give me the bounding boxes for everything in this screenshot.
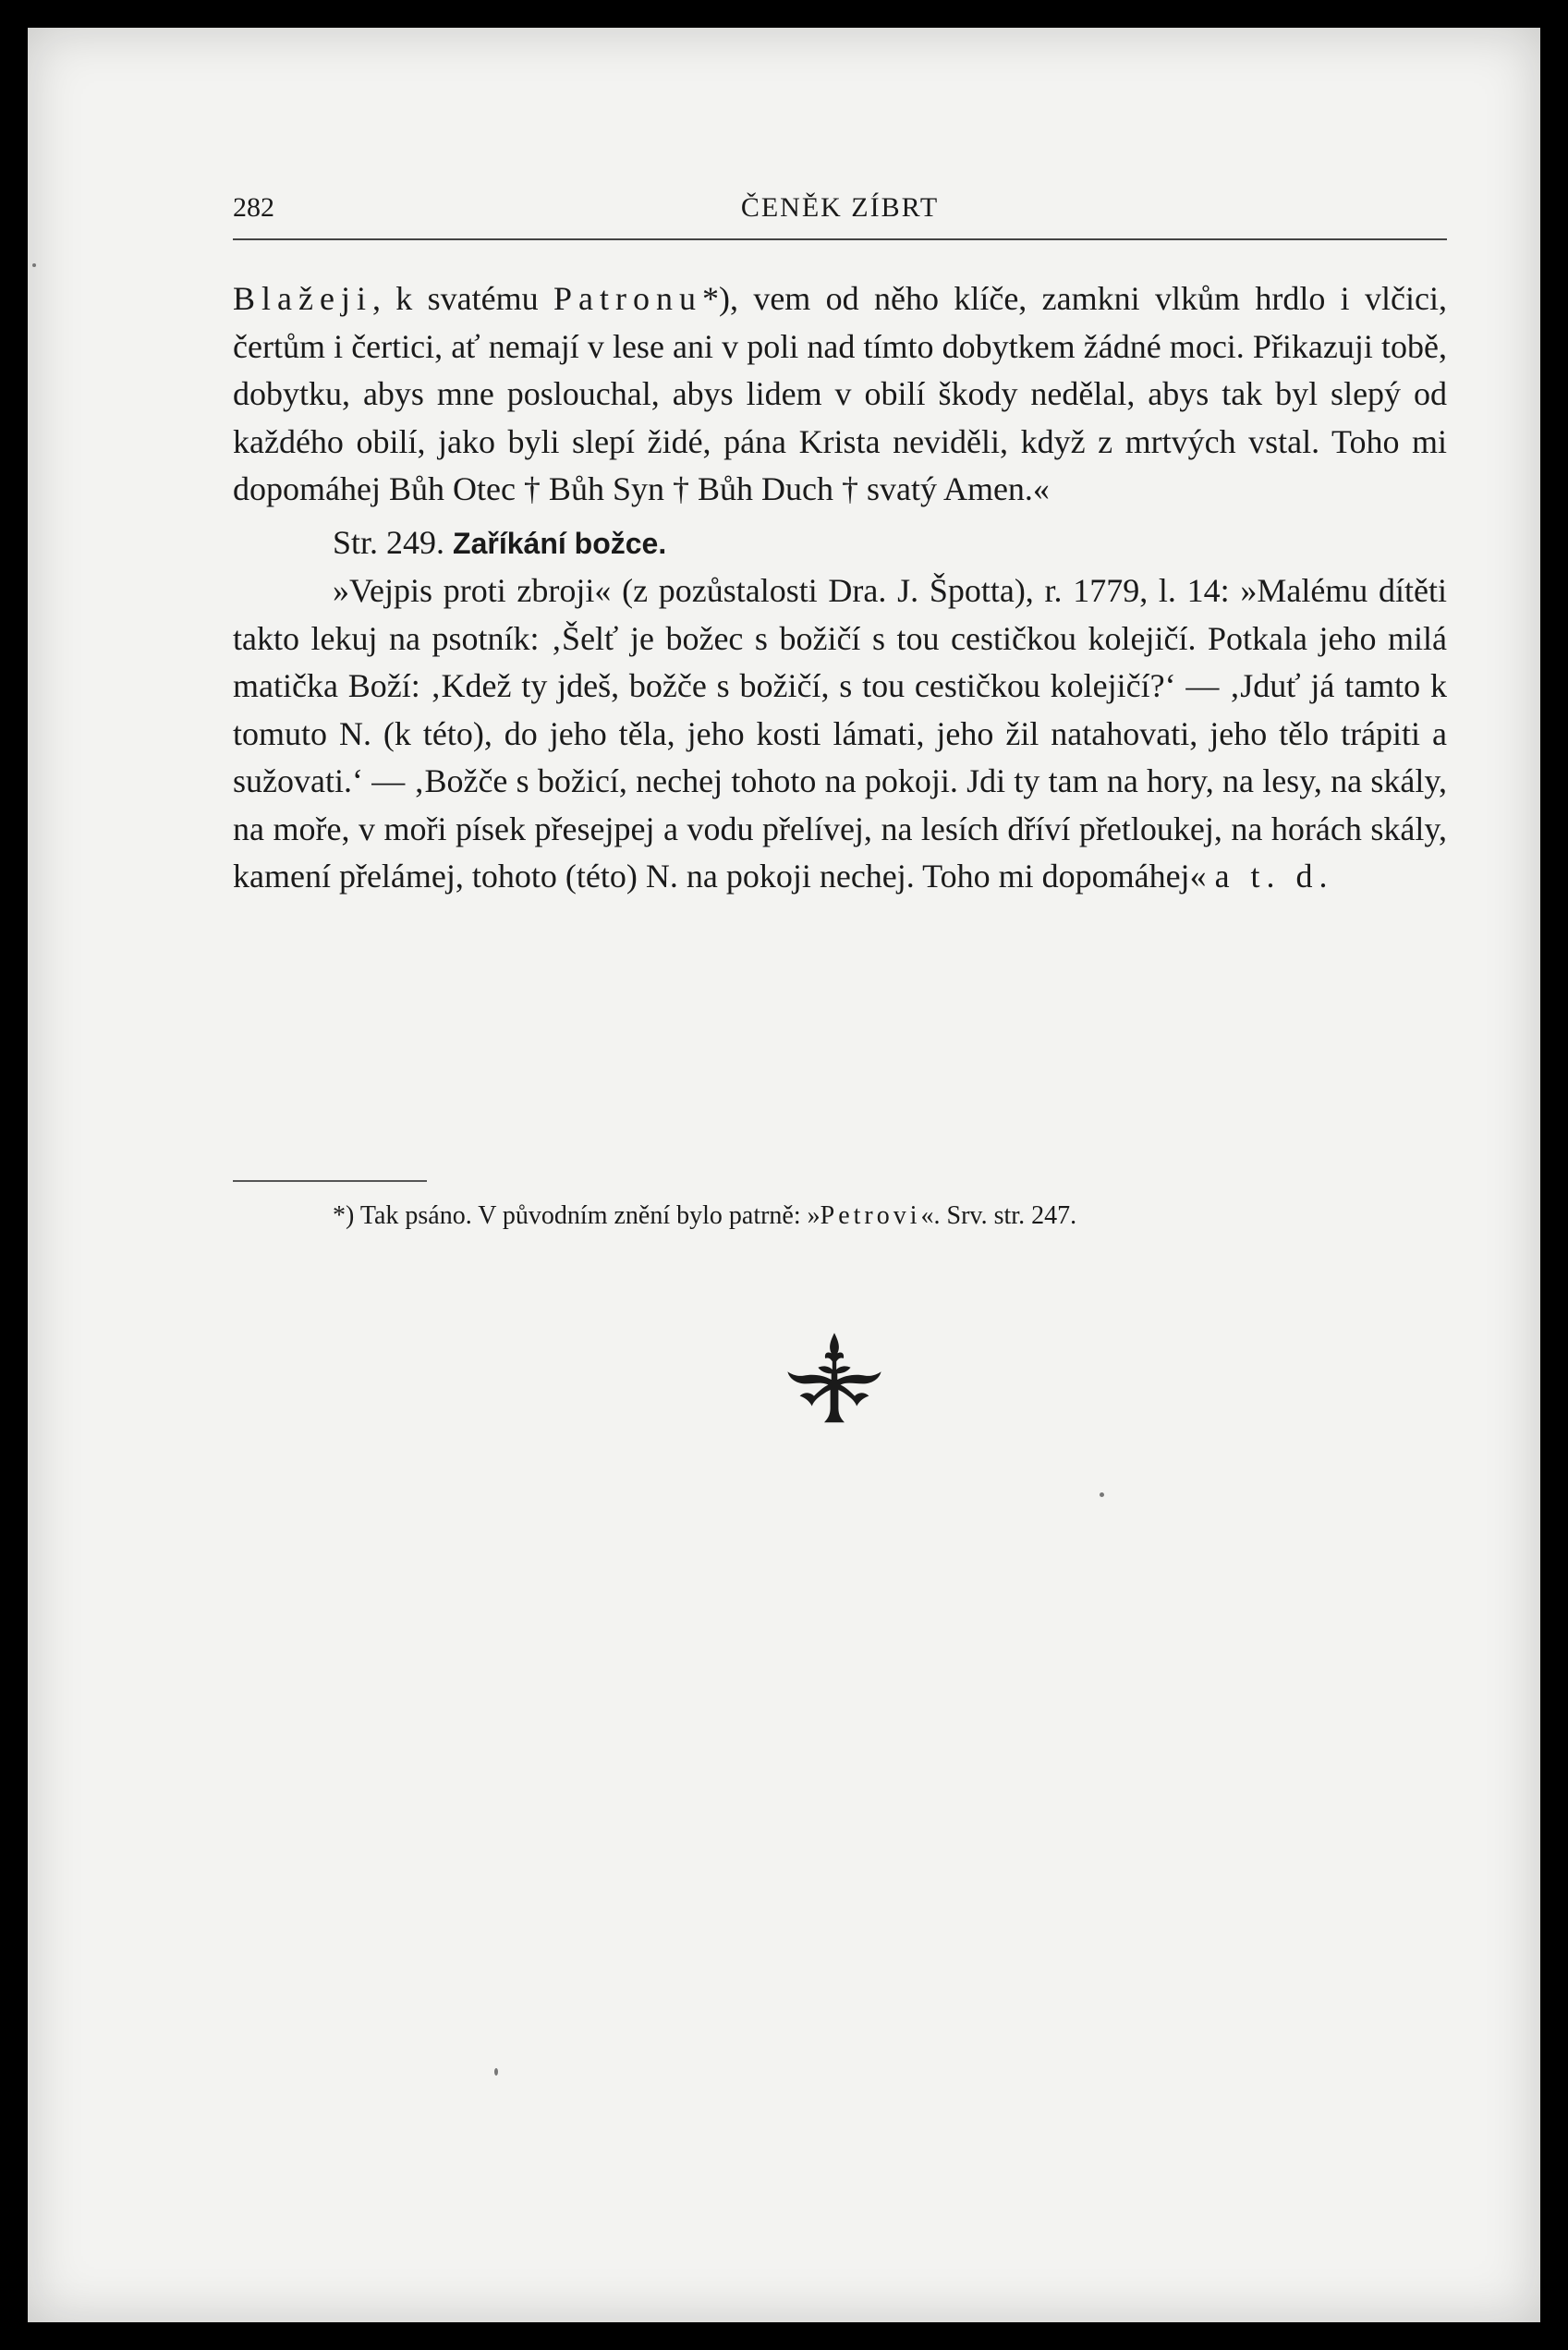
running-title: ČENĚK ZÍBRT (740, 192, 940, 223)
footnote-spaced-word: Petrovi (820, 1201, 921, 1230)
paragraph-charm-ending (233, 275, 1447, 514)
footnote (233, 1201, 1447, 1231)
section-heading (233, 519, 1447, 568)
fleuron-icon (784, 1329, 885, 1431)
paragraph-charm-bozec (233, 567, 1447, 901)
book-page (28, 28, 1540, 2322)
spaced-word: Patronu (553, 280, 702, 317)
text-run: , k svatému (371, 280, 553, 317)
text-run: *), vem od něho klíče, zamkni vlkům hrdlo i vlčici, čertům i čertici, ať nemají v lese ani v poli nad tímto dobytkem žádné moci. Přikazuji tobě, dobytku, abys mne poslouchal, abys lidem v obilí škody nedělal, abys tak byl slepý od každého obilí, jako byli slepí židé, pána Krista neviděli, když z mrtvých vstal. Toho mi dopomáhej Bůh Otec † Bůh Syn † Bůh Duch † svatý Amen.« (233, 280, 1447, 507)
paper-speck (32, 263, 36, 267)
paper-speck (1100, 1492, 1104, 1497)
header-rule (233, 238, 1447, 240)
footnote-text: «. Srv. str. 247. (920, 1201, 1077, 1230)
footnote-rule (233, 1180, 427, 1182)
text-run: »Vejpis proti zbroji« (z pozůstalosti Dra. J. Špotta), r. 1779, l. 14: »Malému dítěti takto lekuj na psotník: ‚Šelť je božec s božičí s tou cestičkou kolejičí. Potkala jeho milá matička Boží: ‚Kdež ty jdeš, božče s božičí, s tou cestičkou kolejičí?‘ — ‚Jduť já tamto k tomuto N. (k této), do jeho těla, jeho kosti lámati, jeho žil natahovati, jeho tělo trápiti a sužovati.‘ — ‚Božče s božicí, nechej tohoto na pokoji. Jdi ty tam na hory, na lesy, na skály, na moře, v moři písek přesejpej a vodu přelívej, na lesích dříví přetloukej, na horách skály, kamení přelámej, tohoto (této) N. na pokoji nechej. Toho mi dopomáhej« (233, 572, 1447, 895)
spaced-word: a t. d. (1214, 858, 1334, 895)
spaced-word: Blažeji (233, 280, 372, 317)
footnote-text: *) Tak psáno. V původním znění bylo patrně: » (333, 1201, 820, 1230)
running-head (233, 192, 1447, 233)
body-text (233, 275, 1447, 901)
section-title: Zaříkání božce. (453, 526, 667, 560)
page-number: 282 (233, 192, 274, 223)
section-reference: Str. 249. (333, 523, 445, 561)
paper-speck (494, 2068, 498, 2076)
